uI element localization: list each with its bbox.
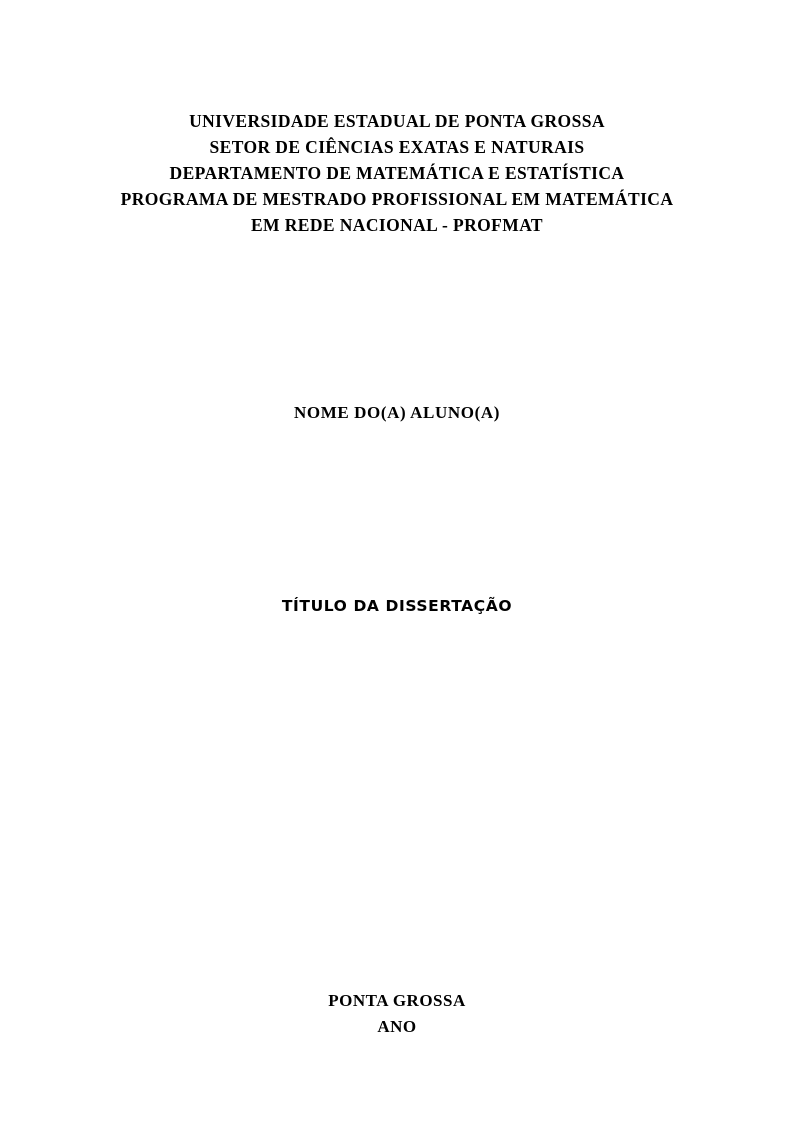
author-section — [0, 401, 794, 425]
institution-line-network: EM REDE NACIONAL - PROFMAT — [250, 215, 543, 235]
dissertation-title: TÍTULO DA DISSERTAÇÃO — [281, 597, 513, 615]
author-name: NOME DO(A) ALUNO(A) — [294, 403, 500, 422]
institution-header — [0, 108, 794, 238]
institution-line-program: PROGRAMA DE MESTRADO PROFISSIONAL EM MATEMÁTICA — [120, 189, 674, 209]
institution-line-university: UNIVERSIDADE ESTADUAL DE PONTA GROSSA — [189, 111, 605, 131]
institution-line-department: DEPARTAMENTO DE MATEMÁTICA E ESTATÍSTICA — [169, 163, 625, 183]
footer-city: PONTA GROSSA — [328, 991, 466, 1010]
footer-section — [0, 988, 794, 1040]
title-section — [0, 594, 794, 618]
institution-line-sector: SETOR DE CIÊNCIAS EXATAS E NATURAIS — [209, 137, 585, 157]
footer-year: ANO — [377, 1017, 417, 1036]
